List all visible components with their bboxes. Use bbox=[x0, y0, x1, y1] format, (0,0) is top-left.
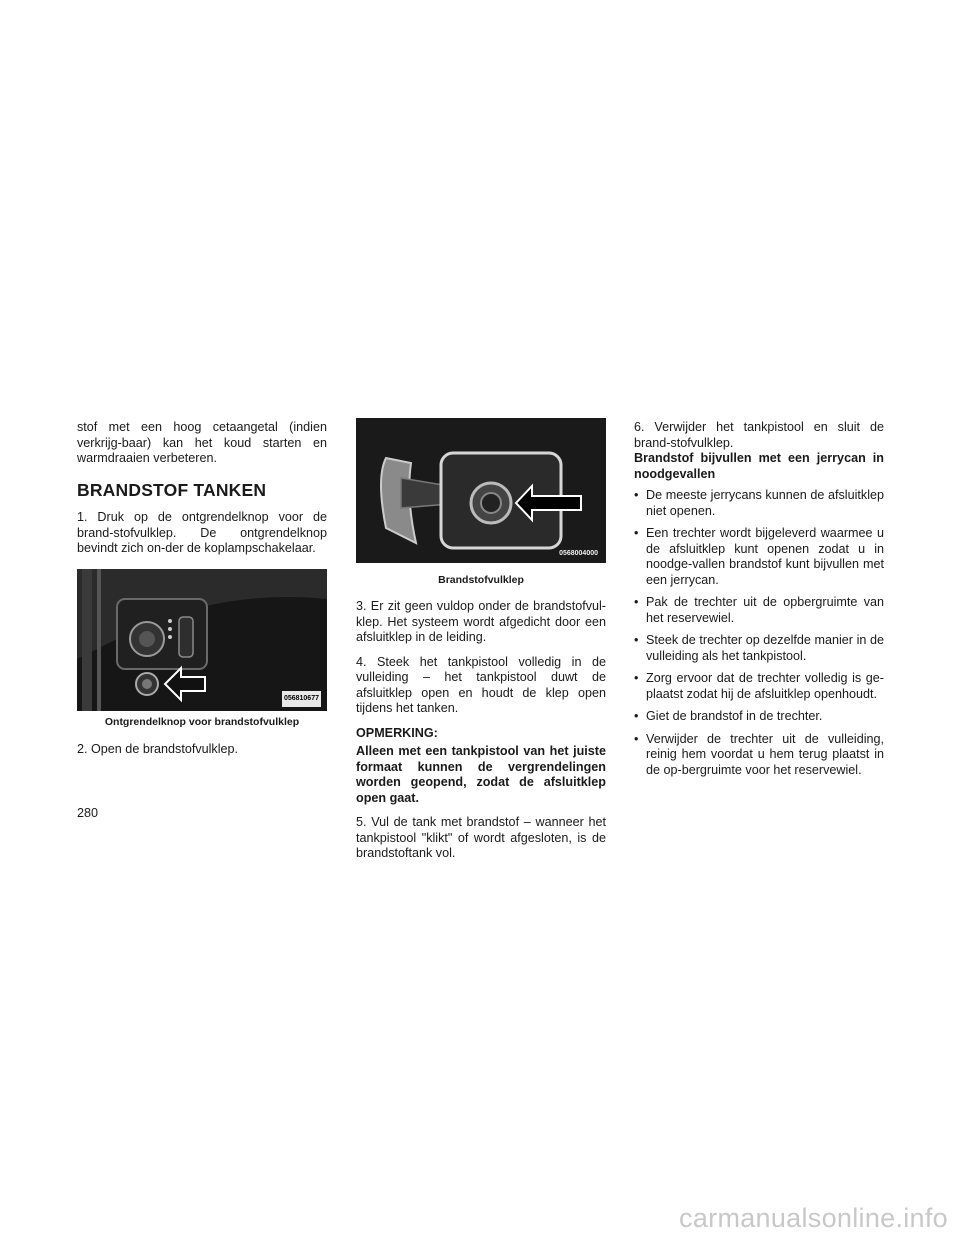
list-item: • De meeste jerrycans kunnen de afsluitklep niet openen. bbox=[634, 488, 884, 518]
bullet-list bbox=[634, 488, 884, 778]
list-item: • Giet de brandstof in de trechter. bbox=[634, 709, 823, 723]
subheading: Brandstof bijvullen met een jerrycan in noodgevallen bbox=[634, 451, 884, 481]
column-left bbox=[77, 420, 327, 767]
column-right bbox=[634, 420, 884, 785]
bullet-icon: • bbox=[634, 488, 639, 502]
step-6: 6. Verwijder het tankpistool en sluit de brand-stofvulklep. bbox=[634, 420, 884, 450]
figure-caption: Ontgrendelknop voor brandstofvulklep bbox=[104, 715, 300, 728]
step-4: 4. Steek het tankpistool volledig in de vulleiding – het tankpistool duwt de afsluitklep open en houdt de klep open tijdens het tanken. bbox=[356, 654, 606, 715]
release-button-photo bbox=[77, 569, 327, 711]
list-item: • Pak de trechter uit de opbergruimte van het reservewiel. bbox=[634, 595, 884, 625]
release-button-illustration bbox=[77, 569, 327, 711]
step-2: 2. Open de brandstofvulklep. bbox=[77, 742, 239, 756]
note-body: Alleen met een tankpistool van het juiste formaat kunnen de vergrendelingen worden geopend, zodat de afsluitklep open gaat. bbox=[356, 744, 606, 805]
list-item: • Steek de trechter op dezelfde manier in de vulleiding als het tankpistool. bbox=[634, 633, 884, 663]
page-number: 280 bbox=[77, 806, 99, 820]
intro-paragraph: stof met een hoog cetaangetal (indien verkrijg-baar) kan het koud starten en warmdraaien verbeteren. bbox=[77, 420, 327, 465]
step-5: 5. Vul de tank met brandstof – wanneer het tankpistool "klikt" of wordt afgesloten, is de brandstoftank vol. bbox=[356, 815, 606, 860]
note-title: OPMERKING: bbox=[356, 725, 438, 740]
watermark[interactable]: carmanualsonline.info bbox=[679, 1203, 948, 1233]
bullet-icon: • bbox=[634, 671, 639, 685]
bullet-icon: • bbox=[634, 595, 639, 609]
list-item: • Verwijder de trechter uit de vulleiding, reinig hem voordat u hem terug plaatst in de op-bergruimte voor het reservewiel. bbox=[634, 731, 884, 777]
step-3: 3. Er zit geen vuldop onder de brandstofvul-klep. Het systeem wordt afgedicht door een afsluitklep in de leiding. bbox=[356, 599, 606, 644]
step-1: 1. Druk op de ontgrendelknop voor de brand-stofvulklep. De ontgrendelknop bevindt zich on-der de koplampschakelaar. bbox=[77, 510, 327, 555]
list-item: • Een trechter wordt bijgeleverd waarmee u de afsluitklep kunt openen zodat u in noodge-vallen brandstof kunt bijvullen met een jerrycan. bbox=[634, 526, 884, 587]
bullet-icon: • bbox=[634, 526, 639, 540]
bullet-icon: • bbox=[634, 633, 639, 647]
bullet-icon: • bbox=[634, 709, 639, 723]
section-heading: BRANDSTOF TANKEN bbox=[77, 479, 267, 500]
column-middle bbox=[356, 420, 606, 871]
figure-caption: Brandstofvulklep bbox=[438, 574, 524, 586]
list-item: • Zorg ervoor dat de trechter volledig is ge-plaatst zodat hij de afsluitklep openhoudt. bbox=[634, 671, 884, 701]
figure-code: 056810677 bbox=[282, 691, 321, 707]
figure-code: 0568004000 bbox=[559, 550, 598, 557]
bullet-icon: • bbox=[634, 731, 639, 746]
